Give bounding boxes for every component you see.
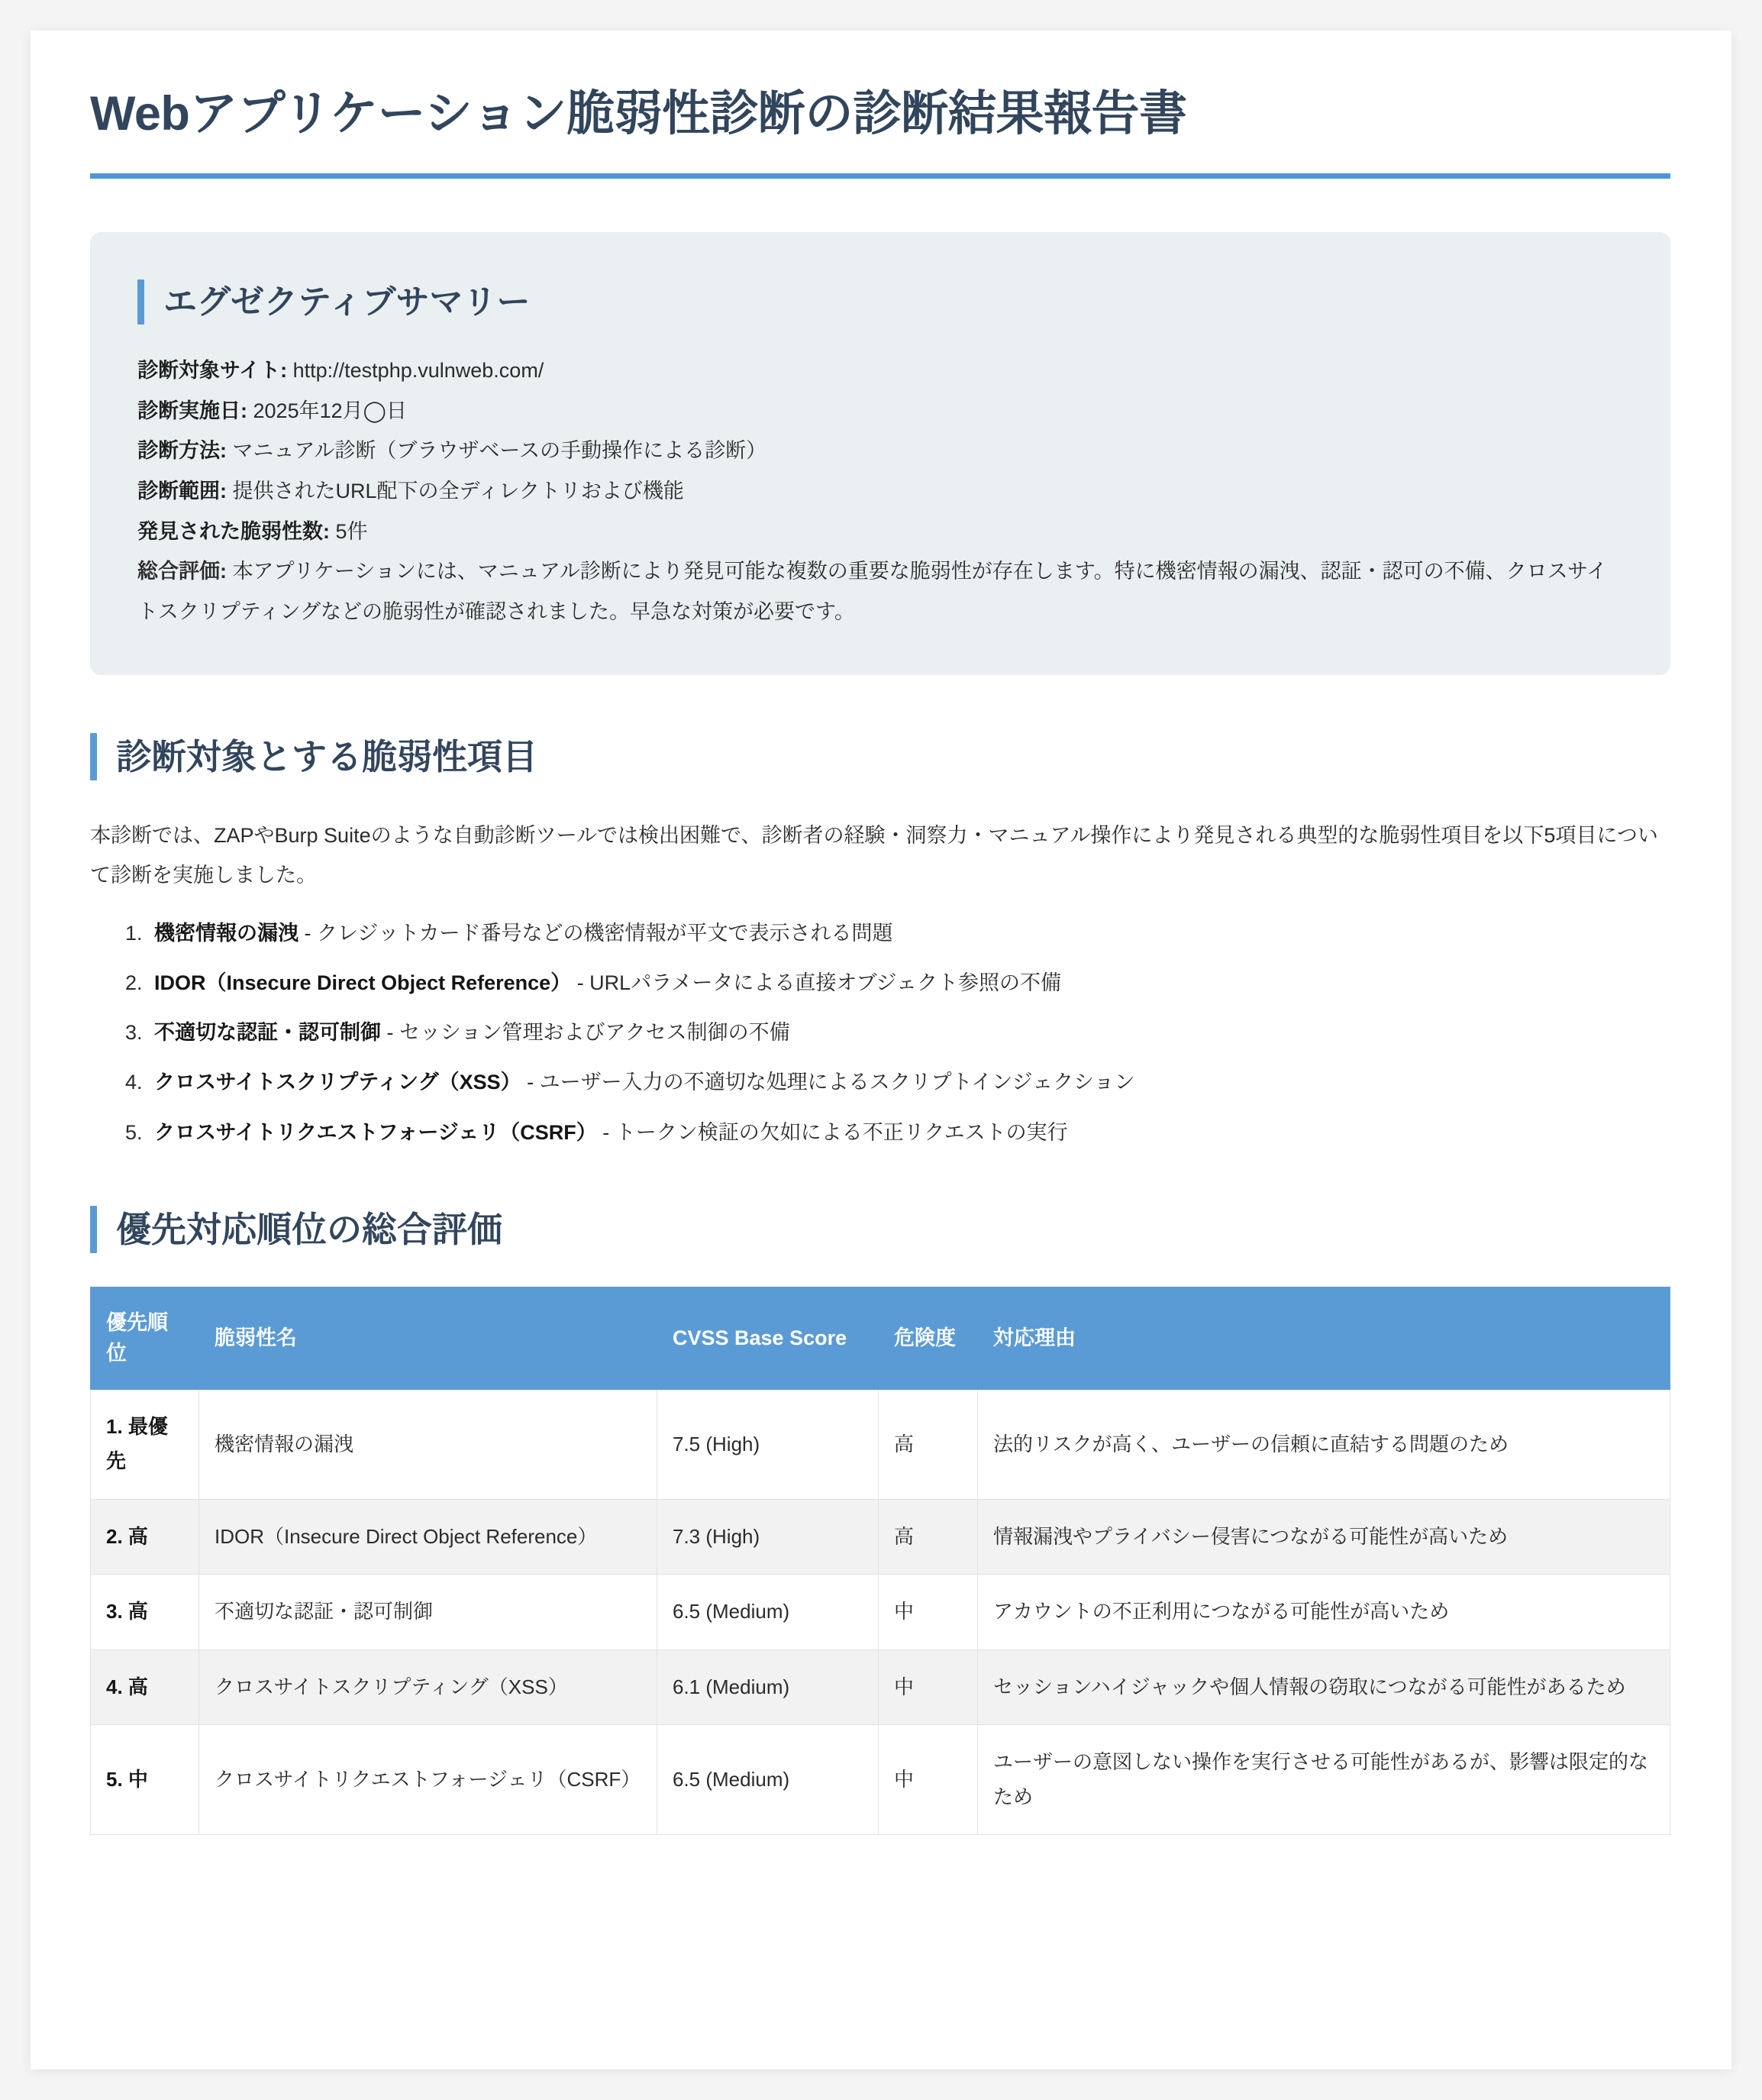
cell-rank: 5. 中 (91, 1725, 199, 1835)
summary-field-count (137, 512, 1623, 552)
column-header-risk: 危険度 (879, 1287, 978, 1389)
cell-name: IDOR（Insecure Direct Object Reference） (199, 1499, 657, 1575)
summary-field-method (137, 431, 1623, 471)
list-item (148, 968, 1670, 998)
summary-field-overall-value: 本アプリケーションには、マニュアル診断により発見可能な複数の重要な脆弱性が存在します。特に機密情報の漏洩、認証・認可の不備、クロスサイトスクリプティングなどの脆弱性が確認されました。早急な対策が必要です。 (137, 560, 1608, 623)
cell-score: 6.5 (Medium) (657, 1575, 879, 1650)
table-row (91, 1725, 1670, 1835)
summary-field-count-label: 発見された脆弱性数: (137, 519, 330, 543)
cell-score: 6.1 (Medium) (657, 1649, 879, 1725)
cell-name: 機密情報の漏洩 (199, 1389, 657, 1499)
priority-table-body (91, 1389, 1670, 1835)
priority-table-header (91, 1287, 1670, 1389)
cell-rank: 3. 高 (91, 1575, 199, 1650)
vulnerability-item-list (90, 919, 1670, 1148)
list-item (148, 1018, 1670, 1048)
priority-section-title: 優先対応順位の総合評価 (116, 1209, 502, 1249)
cell-rank: 4. 高 (91, 1649, 199, 1725)
table-row (91, 1575, 1670, 1650)
summary-field-overall-label: 総合評価: (137, 560, 227, 583)
vuln-item-name: 機密情報の漏洩 (154, 922, 299, 945)
scope-section-heading (90, 733, 1670, 780)
scope-section (90, 733, 1670, 1148)
column-header-reason: 対応理由 (978, 1287, 1670, 1389)
summary-field-date-value: 2025年12月◯日 (253, 399, 407, 422)
summary-field-date (137, 391, 1623, 431)
vuln-item-name: クロスサイトスクリプティング（XSS） (154, 1071, 521, 1094)
title-divider (90, 173, 1670, 179)
cell-reason: 法的リスクが高く、ユーザーの信頼に直結する問題のため (978, 1389, 1670, 1499)
page-title: Webアプリケーション脆弱性診断の診断結果報告書 (90, 87, 1187, 141)
summary-field-site-label: 診断対象サイト: (137, 359, 288, 383)
executive-summary-box (90, 232, 1670, 675)
cell-rank: 1. 最優先 (91, 1389, 199, 1499)
cell-score: 7.3 (High) (657, 1499, 879, 1575)
column-header-name: 脆弱性名 (199, 1287, 657, 1389)
summary-field-date-label: 診断実施日: (137, 399, 247, 422)
report-page (31, 31, 1731, 2069)
vuln-item-desc: - トークン検証の欠如による不正リクエストの実行 (596, 1120, 1068, 1144)
vuln-item-name: IDOR（Insecure Direct Object Reference） (154, 971, 572, 995)
table-header-row (91, 1287, 1670, 1389)
vuln-item-name: 不適切な認証・認可制御 (154, 1021, 381, 1045)
vuln-item-desc: - URLパラメータによる直接オブジェクト参照の不備 (571, 971, 1061, 995)
cell-score: 7.5 (High) (657, 1389, 879, 1499)
summary-field-scope-value: 提供されたURL配下の全ディレクトリおよび機能 (232, 480, 684, 503)
cell-rank: 2. 高 (91, 1499, 199, 1575)
accent-bar (137, 279, 144, 325)
list-item (148, 1068, 1670, 1097)
priority-table (90, 1287, 1670, 1836)
priority-section-heading (90, 1206, 1670, 1253)
scope-intro-paragraph: 本診断では、ZAPやBurp Suiteのような自動診断ツールでは検出困難で、診断者の経験・洞察力・マニュアル操作により発見される典型的な脆弱性項目を以下5項目について診断を実施しました。 (90, 823, 1658, 887)
vuln-item-name: クロスサイトリクエストフォージェリ（CSRF） (154, 1120, 597, 1144)
cell-reason: ユーザーの意図しない操作を実行させる可能性があるが、影響は限定的なため (978, 1725, 1670, 1835)
cell-reason: 情報漏洩やプライバシー侵害につながる可能性が高いため (978, 1499, 1670, 1575)
cell-risk: 中 (879, 1725, 978, 1835)
cell-risk: 高 (879, 1499, 978, 1575)
cell-reason: セッションハイジャックや個人情報の窃取につながる可能性があるため (978, 1649, 1670, 1725)
summary-field-list (137, 351, 1623, 632)
executive-summary-title: エグゼクティブサマリー (163, 283, 531, 321)
cell-name: 不適切な認証・認可制御 (199, 1575, 657, 1650)
cell-risk: 中 (879, 1575, 978, 1650)
cell-risk: 高 (879, 1389, 978, 1499)
list-item (148, 1118, 1670, 1148)
summary-field-scope (137, 471, 1623, 512)
executive-summary-heading (137, 279, 1623, 325)
summary-field-method-label: 診断方法: (137, 439, 227, 463)
table-row (91, 1649, 1670, 1725)
cell-name: クロスサイトリクエストフォージェリ（CSRF） (199, 1725, 657, 1835)
table-row (91, 1499, 1670, 1575)
summary-field-count-value: 5件 (335, 519, 368, 543)
summary-field-overall (137, 551, 1623, 632)
table-row (91, 1389, 1670, 1499)
vuln-item-desc: - セッション管理およびアクセス制御の不備 (381, 1021, 790, 1045)
summary-field-site-value: http://testphp.vulnweb.com/ (292, 359, 544, 383)
vuln-item-desc: - クレジットカード番号などの機密情報が平文で表示される問題 (299, 922, 893, 945)
column-header-rank: 優先順位 (91, 1287, 199, 1389)
summary-field-scope-label: 診断範囲: (137, 480, 227, 503)
summary-field-site (137, 351, 1623, 391)
accent-bar (90, 1206, 97, 1253)
priority-section (90, 1206, 1670, 1836)
column-header-score: CVSS Base Score (657, 1287, 879, 1389)
summary-field-method-value: マニュアル診断（ブラウザベースの手動操作による診断） (232, 439, 767, 463)
cell-score: 6.5 (Medium) (657, 1725, 879, 1835)
accent-bar (90, 733, 97, 780)
list-item (148, 919, 1670, 948)
cell-risk: 中 (879, 1649, 978, 1725)
cell-reason: アカウントの不正利用につながる可能性が高いため (978, 1575, 1670, 1650)
cell-name: クロスサイトスクリプティング（XSS） (199, 1649, 657, 1725)
vuln-item-desc: - ユーザー入力の不適切な処理によるスクリプトインジェクション (521, 1071, 1135, 1094)
scope-section-title: 診断対象とする脆弱性項目 (116, 736, 537, 777)
